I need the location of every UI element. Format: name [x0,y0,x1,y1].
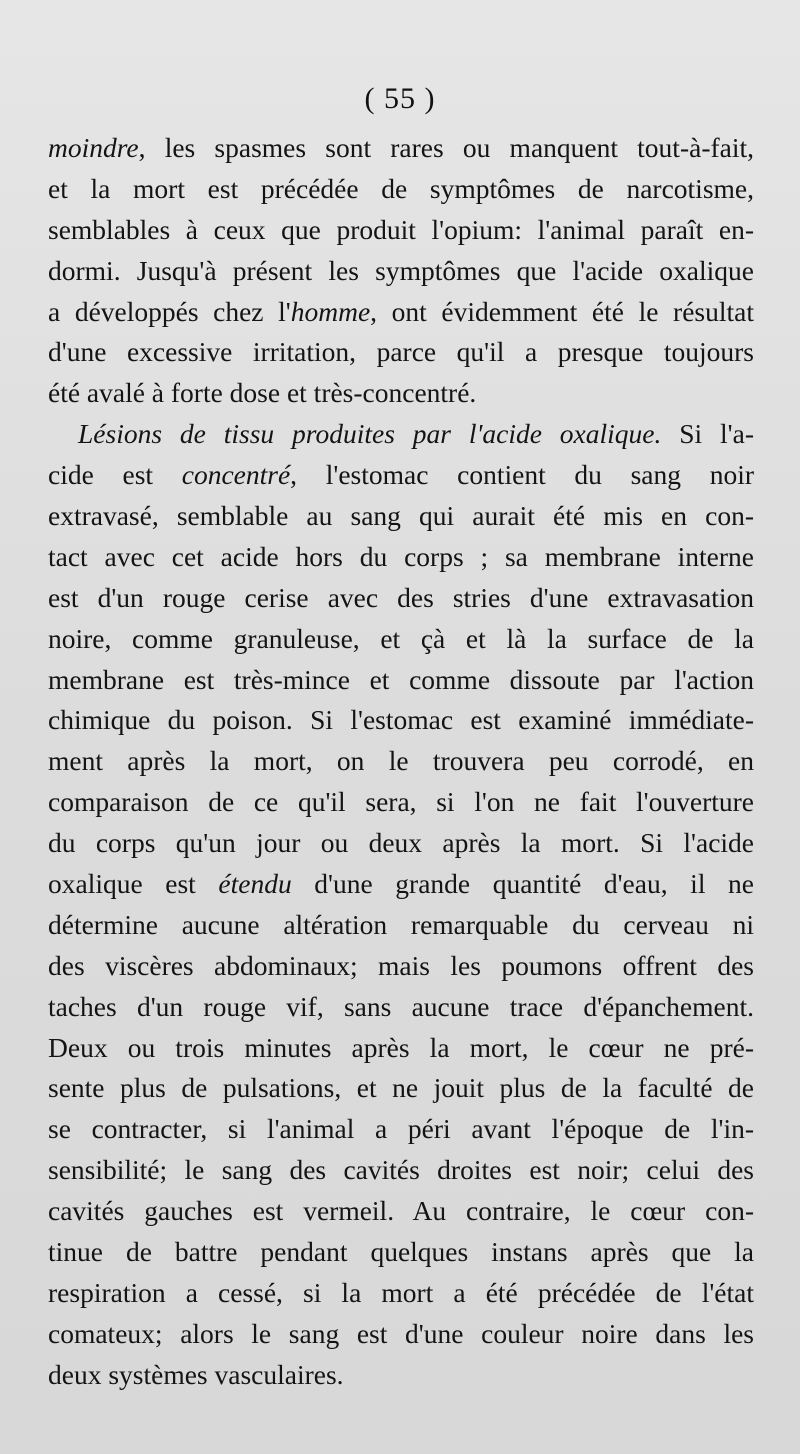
text-line [48,414,754,455]
text-line [48,169,754,210]
page-number: ( 55 ) [364,82,436,115]
text-segment: est d'un rouge cerise avec des stries d'une extravasation [48,581,754,613]
text-segment: été avalé à forte dose et très-concentré. [48,377,477,409]
text-line [48,823,754,864]
text-segment: du corps qu'un jour ou deux après la mort. Si l'acide [48,827,754,859]
text-segment: et la mort est précédée de symptômes de narcotisme, [48,172,754,204]
text-line [48,1191,754,1232]
text-line [48,905,754,946]
text-segment: des viscères abdominaux; mais les poumons offrent des [48,949,754,981]
text-line [48,1150,754,1191]
text-segment: comateux; alors le sang est d'une couleur noire dans les [48,1317,754,1349]
text-line [48,332,754,373]
text-line [48,1314,754,1355]
text-segment: Deux ou trois minutes après la mort, le cœur ne pré- [48,1031,754,1063]
text-line [48,1028,754,1069]
text-line [48,251,754,292]
text-segment: extravasé, semblable au sang qui aurait été mis en con- [48,500,754,532]
text-segment: taches d'un rouge vif, sans aucune trace d'épanchement. [48,990,754,1022]
text-segment: tinue de battre pendant quelques instans après que la [48,1236,754,1268]
text-line [48,1109,754,1150]
text-line [48,292,754,333]
italic-text: homme [290,295,371,327]
text-segment: tact avec cet acide hors du corps ; sa membrane interne [48,540,754,572]
text-line [48,373,754,414]
body-text [48,128,754,1396]
text-line [48,496,754,537]
text-segment: d'une excessive irritation, parce qu'il a presque toujours [48,336,754,368]
italic-text: moindre [48,132,139,163]
text-segment: deux systèmes vasculaires. [48,1358,344,1390]
text-line [48,1273,754,1314]
text-line [48,578,754,619]
text-segment: , l'estomac contient du sang noir [290,459,755,491]
text-line [48,537,754,578]
text-line [48,741,754,782]
text-segment: dormi. Jusqu'à présent les symptômes que l'acide oxalique [48,254,754,286]
text-line [48,1232,754,1273]
italic-text: concentré [181,459,291,491]
text-line [48,864,754,905]
text-segment: sensibilité; le sang des cavités droites est noir; celui des [48,1154,754,1186]
text-segment: ment après la mort, on le trouvera peu corrodé, en [48,745,754,777]
text-segment: a développés chez l' [48,295,291,327]
text-segment: membrane est très-mince et comme dissoute par l'action [48,663,754,695]
text-line [48,660,754,701]
text-segment: sente plus de pulsations, et ne jouit plus de la faculté de [48,1072,754,1104]
text-segment: Si l'a- [661,418,754,450]
text-line [48,455,754,496]
text-segment: cavités gauches est vermeil. Au contraire, le cœur con- [48,1195,754,1227]
italic-text: étendu [218,868,292,900]
text-line [48,946,754,987]
italic-text: Lésions de tissu produites par l'acide oxalique. [78,418,662,450]
text-segment: oxalique est [48,868,219,900]
text-line [48,700,754,741]
text-line [48,782,754,823]
text-segment: cide est [48,459,182,491]
text-segment: chimique du poison. Si l'estomac est examiné immédiate- [48,704,754,736]
text-segment: , les spasmes sont rares ou manquent tout-à-fait, [138,132,754,163]
text-line [48,128,754,169]
text-segment: , ont évidemment été le résultat [370,295,754,327]
text-line [48,1068,754,1109]
text-segment: respiration a cessé, si la mort a été précédée de l'état [48,1276,754,1308]
text-segment: noire, comme granuleuse, et çà et là la surface de la [48,622,754,654]
text-line [48,987,754,1028]
text-line [48,210,754,251]
text-segment: semblables à ceux que produit l'opium: l'animal paraît en- [48,213,754,245]
text-line [48,1355,754,1396]
text-segment: détermine aucune altération remarquable du cerveau ni [48,908,754,940]
text-line [48,619,754,660]
text-segment: comparaison de ce qu'il sera, si l'on ne fait l'ouverture [48,786,754,818]
text-segment: d'une grande quantité d'eau, il ne [291,868,754,900]
text-segment: se contracter, si l'animal a péri avant l'époque de l'in- [48,1113,754,1145]
